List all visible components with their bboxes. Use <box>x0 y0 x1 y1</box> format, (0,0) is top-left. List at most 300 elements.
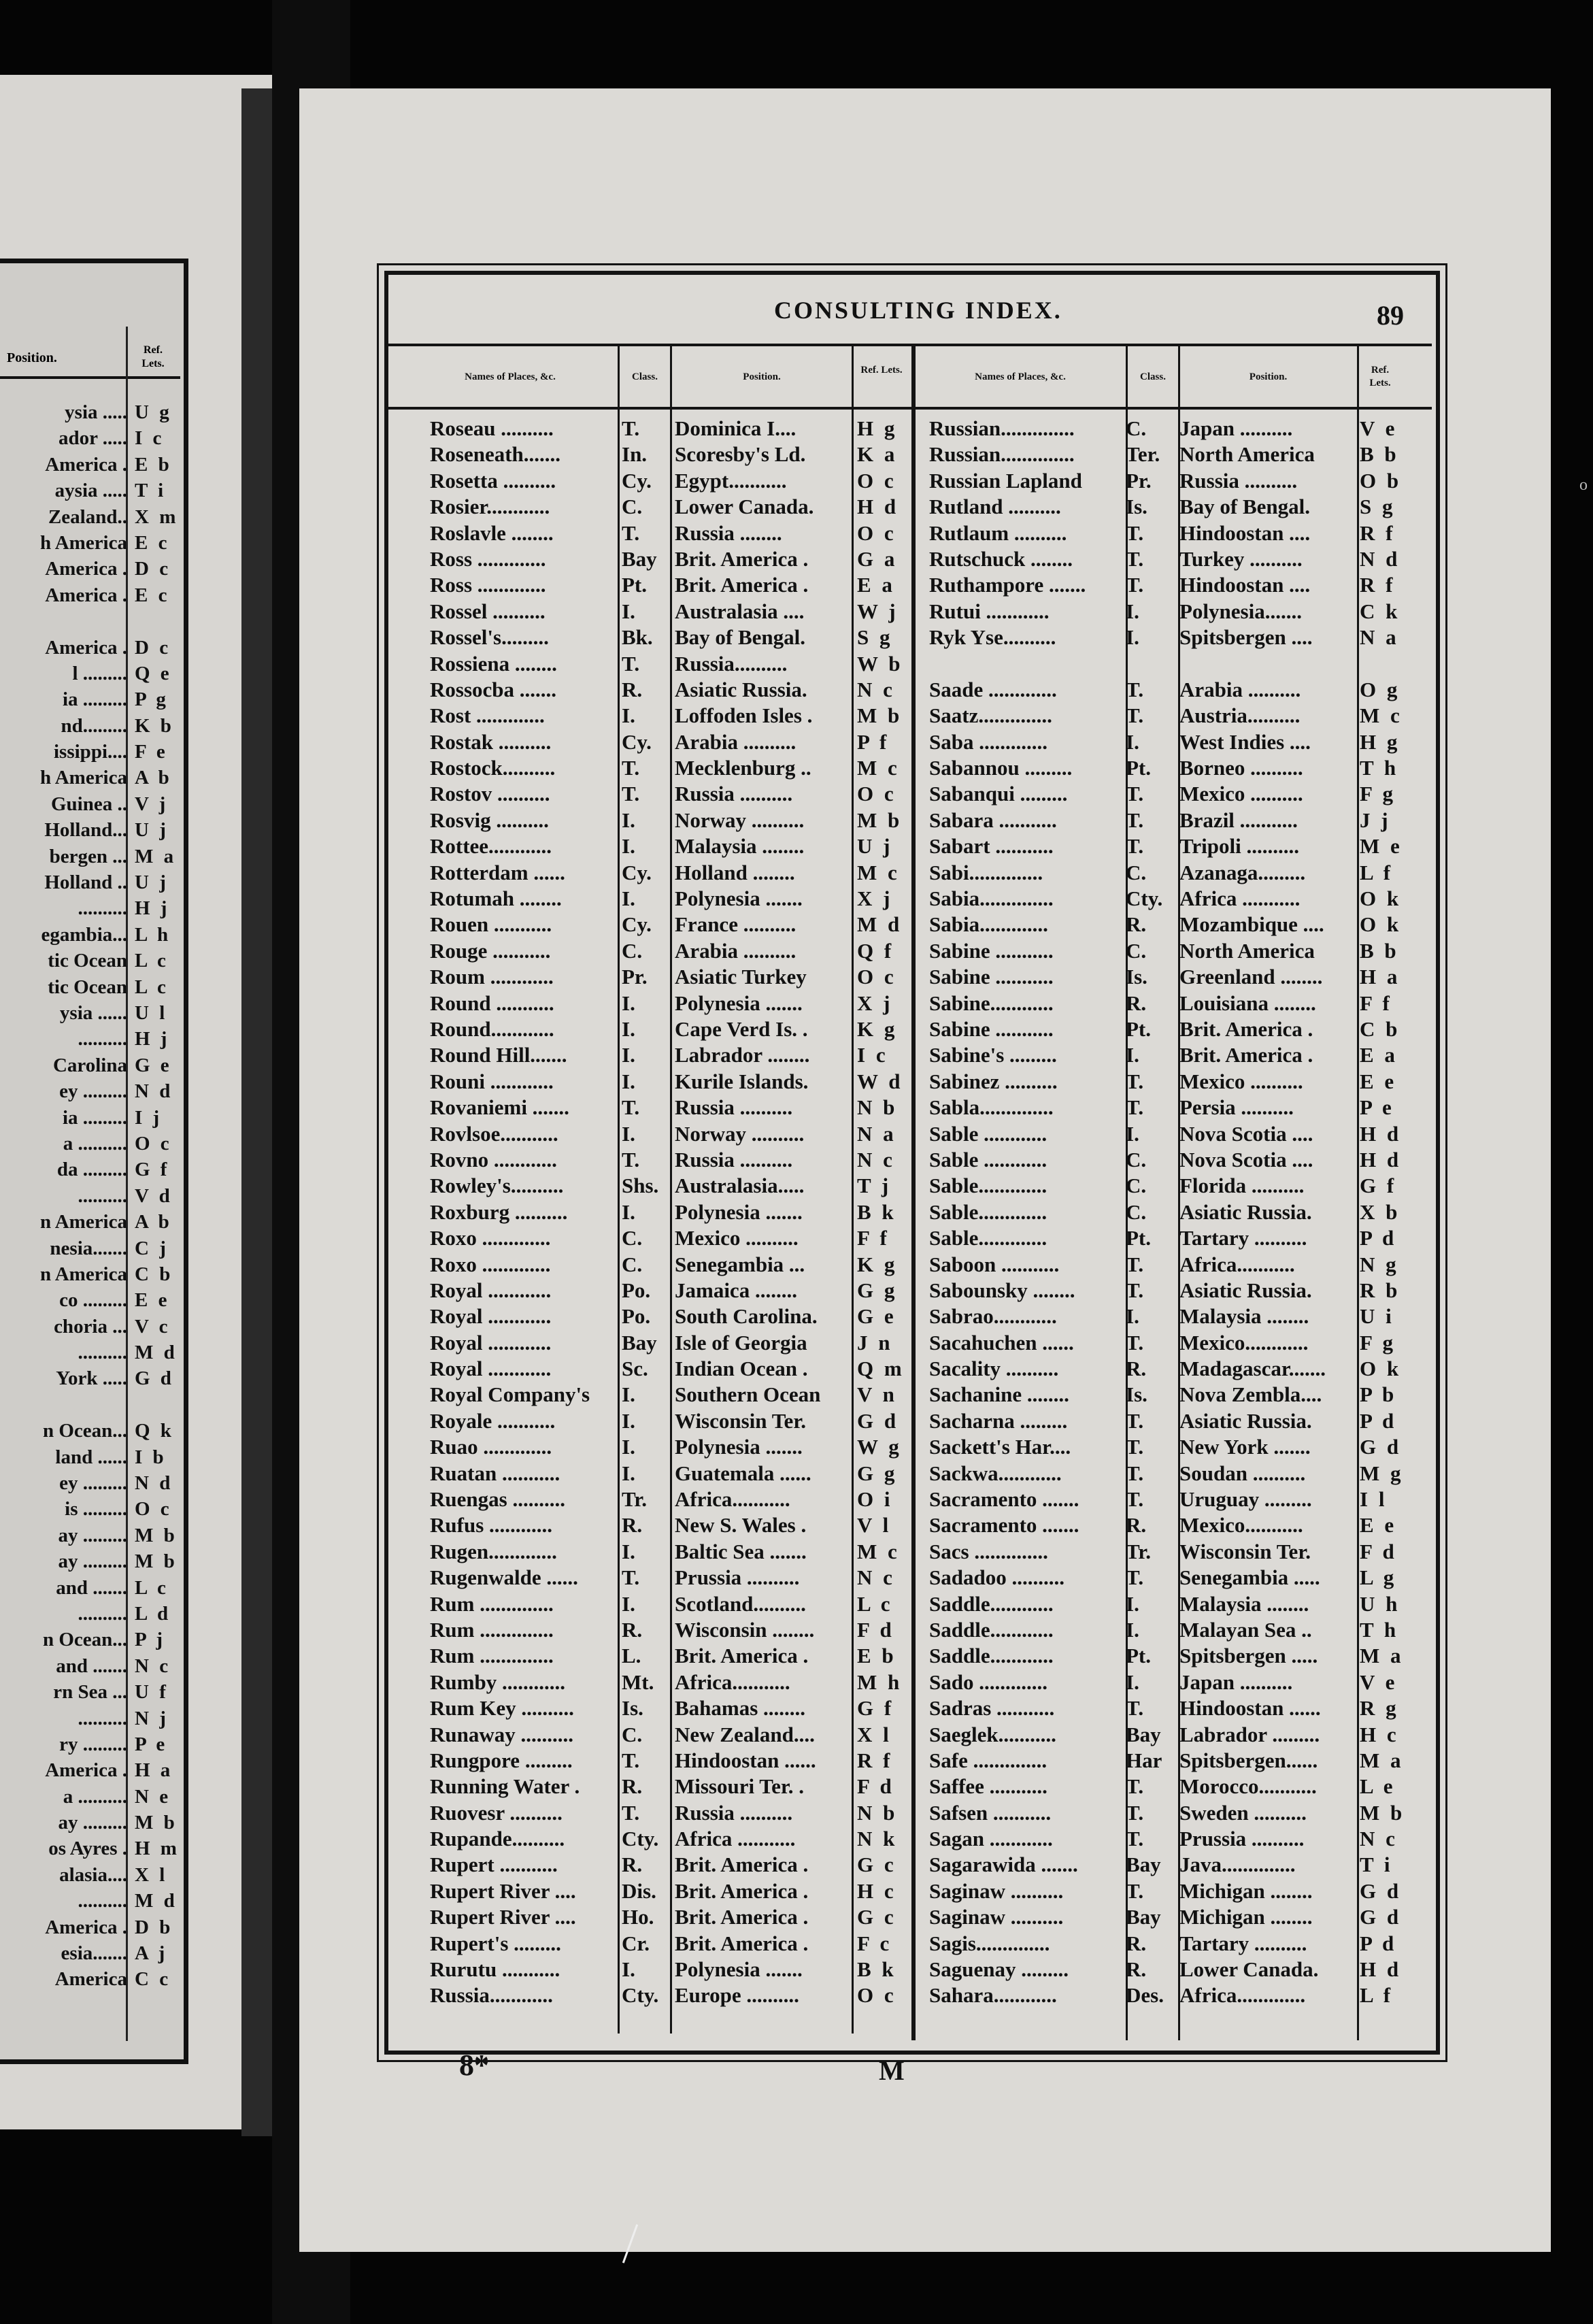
place-position: Polynesia ....... <box>675 1957 803 1982</box>
index-row <box>929 495 1405 520</box>
place-position: Lower Canada. <box>675 495 814 519</box>
reference-letters: O k <box>1360 912 1402 937</box>
reference-letters: O g <box>1360 677 1401 701</box>
index-row <box>430 1461 906 1487</box>
reference-letters: H a <box>1360 965 1401 989</box>
place-name: Russian Lapland <box>929 468 1082 493</box>
place-position: Guatemala ...... <box>675 1461 811 1485</box>
reference-letters: P d <box>1360 1931 1397 1955</box>
index-row <box>929 547 1405 573</box>
index-row <box>929 1252 1405 1278</box>
place-name: Ruengas .......... <box>430 1487 565 1512</box>
place-position: Brit. America . <box>675 1905 809 1929</box>
facing-position: co ......... <box>59 1289 127 1312</box>
reference-letters: N c <box>1360 1827 1398 1851</box>
place-class: I. <box>622 1408 635 1433</box>
place-name: Saatz.............. <box>929 703 1052 728</box>
reference-letters: N c <box>857 1565 895 1590</box>
place-position: Greenland ........ <box>1179 965 1323 989</box>
index-row <box>929 991 1405 1017</box>
place-position: Brit. America . <box>675 1853 809 1877</box>
place-class: I. <box>622 1591 635 1616</box>
place-class: T. <box>622 416 640 440</box>
place-class: Is. <box>1126 495 1147 519</box>
index-row <box>929 1487 1405 1513</box>
facing-ref: G d <box>135 1367 174 1390</box>
facing-row <box>0 663 180 688</box>
facing-position: Carolina <box>52 1054 127 1076</box>
facing-row <box>0 1708 180 1733</box>
place-class: C. <box>1126 1147 1147 1172</box>
place-class: T. <box>1126 1878 1144 1903</box>
facing-position: tic Ocean <box>48 976 127 998</box>
reference-letters: N d <box>1360 546 1401 571</box>
place-name: Rutui ............ <box>929 599 1050 623</box>
facing-position: l ......... <box>72 662 127 684</box>
place-name: Rossocba ....... <box>430 677 557 701</box>
index-row <box>430 1540 906 1565</box>
reference-letters: B k <box>857 1199 896 1224</box>
index-row <box>929 1382 1405 1408</box>
place-name: Ross ............. <box>430 573 546 597</box>
place-position: Spitsbergen ..... <box>1179 1644 1318 1668</box>
reference-letters: C k <box>1360 599 1401 623</box>
place-position: Borneo .......... <box>1179 756 1303 780</box>
facing-row <box>0 1942 180 1968</box>
reference-letters: M e <box>1360 834 1403 859</box>
reference-letters: F g <box>1360 1330 1396 1355</box>
facing-row <box>0 454 180 480</box>
place-name: Rouni ............ <box>430 1069 554 1093</box>
place-class: T. <box>1126 520 1144 545</box>
place-position: Australasia .... <box>675 599 805 623</box>
facing-position: ey ......... <box>59 1080 127 1103</box>
facing-row <box>0 532 180 558</box>
reference-letters: W j <box>857 599 899 623</box>
reference-letters: F d <box>1360 1539 1397 1563</box>
place-class: I. <box>622 599 635 623</box>
place-name: Rouen ........... <box>430 912 552 937</box>
place-class: T. <box>1126 573 1144 597</box>
reference-letters: P d <box>1360 1408 1397 1433</box>
place-class: Shs. <box>622 1174 659 1198</box>
place-class: I. <box>622 991 635 1015</box>
reference-letters: O c <box>857 782 896 806</box>
place-class: I. <box>1126 599 1139 623</box>
reference-letters: J n <box>857 1330 893 1355</box>
index-row <box>929 834 1405 860</box>
index-column-right <box>929 416 1405 2010</box>
facing-position: ay ......... <box>58 1812 127 1834</box>
place-class: Po. <box>622 1278 651 1302</box>
facing-ref: H j <box>135 897 170 920</box>
place-position: Japan .......... <box>1179 416 1293 440</box>
place-position: Jamaica ........ <box>675 1278 797 1302</box>
place-name: Rostock.......... <box>430 756 556 780</box>
facing-row <box>0 506 180 532</box>
place-position: Hindoostan .... <box>1179 520 1311 545</box>
index-row <box>929 1853 1405 1878</box>
place-position: Isle of Georgia <box>675 1330 807 1355</box>
facing-position: America <box>54 1968 127 1991</box>
facing-position: America . <box>45 1916 127 1938</box>
index-row <box>430 861 906 886</box>
index-row <box>929 1540 1405 1565</box>
index-row <box>430 1513 906 1539</box>
place-position: Malaysia ........ <box>675 834 805 859</box>
place-name: Sabine............ <box>929 991 1054 1015</box>
reference-letters: G f <box>1360 1174 1397 1198</box>
reference-letters: S g <box>857 625 893 650</box>
place-name: Sabine ........... <box>929 1016 1054 1041</box>
place-position: Soudan .......... <box>1179 1461 1306 1485</box>
place-class: I. <box>622 1382 635 1407</box>
reference-letters: K g <box>857 1016 898 1041</box>
place-class: Cy. <box>622 468 652 493</box>
place-position: Scotland.......... <box>675 1591 806 1616</box>
facing-position: ia ......... <box>62 688 127 711</box>
facing-row <box>0 1916 180 1942</box>
place-class: R. <box>1126 912 1147 937</box>
place-name: Roxo ............. <box>430 1226 551 1250</box>
reference-letters: O b <box>1360 468 1402 493</box>
place-name: Rost ............. <box>430 703 545 728</box>
place-position: Southern Ocean <box>675 1382 821 1407</box>
place-name: Rouge ........... <box>430 938 551 963</box>
reference-letters: M c <box>857 756 900 780</box>
margin-speck: o <box>1579 476 1588 494</box>
reference-letters: U h <box>1360 1591 1401 1616</box>
facing-position: .......... <box>78 897 127 920</box>
place-position: Brazil ........... <box>1179 808 1298 832</box>
reference-letters: F f <box>857 1226 890 1250</box>
reference-letters: B b <box>1360 938 1399 963</box>
reference-letters: V n <box>857 1382 897 1407</box>
facing-row <box>0 1211 180 1237</box>
index-row <box>430 1435 906 1461</box>
index-row <box>430 1409 906 1435</box>
facing-ref: V d <box>135 1184 173 1207</box>
facing-position: n Ocean... <box>42 1420 127 1442</box>
facing-row <box>0 1759 180 1785</box>
place-position: Arabia .......... <box>1179 677 1301 701</box>
place-position: Mecklenburg .. <box>675 756 811 780</box>
reference-letters: H c <box>857 1878 896 1903</box>
reference-letters: E e <box>1360 1513 1397 1538</box>
facing-row <box>0 1107 180 1133</box>
facing-position: nd......... <box>61 714 127 737</box>
place-position: Hindoostan ...... <box>675 1748 816 1772</box>
reference-letters: L f <box>1360 1983 1394 2008</box>
place-position: France .......... <box>675 912 796 937</box>
facing-ref: K b <box>135 714 174 737</box>
index-row <box>430 991 906 1017</box>
section-gap <box>929 652 1405 678</box>
place-name: Saginaw .......... <box>929 1878 1064 1903</box>
place-name: Rovaniemi ....... <box>430 1095 569 1120</box>
place-position: West Indies .... <box>1179 729 1311 754</box>
reference-letters: O c <box>857 1983 896 2008</box>
place-class: T. <box>1126 546 1144 571</box>
place-name: Sado ............. <box>929 1670 1047 1694</box>
place-position: Missouri Ter. . <box>675 1774 805 1799</box>
index-row <box>430 1983 906 2009</box>
place-name: Round............ <box>430 1016 554 1041</box>
facing-row <box>0 1133 180 1159</box>
facing-row <box>0 558 180 584</box>
place-class: I. <box>1126 1591 1139 1616</box>
reference-letters: F c <box>857 1931 892 1955</box>
place-position: Austria.......... <box>1179 703 1301 728</box>
reference-letters: K a <box>857 442 898 467</box>
reference-letters: M b <box>1360 1800 1405 1825</box>
reference-letters: X j <box>857 886 893 911</box>
header-position-1: Position. <box>743 371 781 382</box>
place-position: Russia .......... <box>675 1147 793 1172</box>
index-row <box>929 678 1405 703</box>
facing-ref: X l <box>135 1863 168 1886</box>
place-position: Arabia .......... <box>675 729 796 754</box>
facing-row <box>0 1420 180 1446</box>
facing-ref: M b <box>135 1550 178 1573</box>
place-name: Rossel's......... <box>430 625 549 650</box>
place-name: Rutland .......... <box>929 495 1061 519</box>
place-position: Brit. America . <box>675 1644 809 1668</box>
reference-letters: L g <box>1360 1565 1397 1590</box>
place-name: Ruthampore ....... <box>929 573 1086 597</box>
facing-row <box>0 846 180 872</box>
place-name: Saddle............ <box>929 1617 1054 1642</box>
place-class: I. <box>622 1435 635 1459</box>
place-class: Cty. <box>622 1827 659 1851</box>
index-row <box>929 1278 1405 1304</box>
facing-ref: L c <box>135 950 169 972</box>
place-position: Michigan ........ <box>1179 1878 1313 1903</box>
reference-letters: K g <box>857 1252 898 1276</box>
reference-letters: U i <box>1360 1304 1394 1329</box>
index-row <box>929 939 1405 965</box>
index-row <box>929 808 1405 834</box>
facing-row <box>0 1055 180 1080</box>
index-row <box>929 625 1405 651</box>
place-class: C. <box>1126 860 1147 884</box>
facing-row <box>0 1002 180 1028</box>
index-row <box>929 1200 1405 1226</box>
facing-ref: N d <box>135 1080 173 1103</box>
facing-position-header: Position. <box>7 350 57 365</box>
facing-position: America . <box>45 558 127 580</box>
header-ref-2: Ref. Lets. <box>1369 365 1391 388</box>
place-name: Sabi.............. <box>929 860 1043 884</box>
facing-ref-header: Ref. Lets. <box>141 344 165 369</box>
place-position: Mexico .......... <box>1179 782 1303 806</box>
index-row <box>929 469 1405 495</box>
reference-letters: M c <box>857 860 900 884</box>
facing-position: Guinea .. <box>51 793 127 815</box>
facing-row <box>0 1263 180 1289</box>
reference-letters: B b <box>1360 442 1399 467</box>
facing-position: Holland... <box>44 819 127 842</box>
index-row <box>929 1461 1405 1487</box>
facing-row <box>0 1342 180 1367</box>
index-row <box>929 1148 1405 1174</box>
place-position: Russia ........ <box>675 520 782 545</box>
facing-position: Holland .. <box>44 872 127 894</box>
facing-row <box>0 1838 180 1863</box>
facing-row <box>0 819 180 845</box>
place-class: T. <box>622 756 640 780</box>
index-row <box>430 442 906 468</box>
facing-ref: I j <box>135 1106 163 1129</box>
place-name: Rupert River .... <box>430 1878 576 1903</box>
place-class: I. <box>622 1043 635 1067</box>
place-class: Pt. <box>1126 1226 1152 1250</box>
place-name: Sacramento ....... <box>929 1513 1079 1538</box>
facing-ref: N c <box>135 1655 171 1677</box>
place-position: Florida .......... <box>1179 1174 1305 1198</box>
index-row <box>929 782 1405 808</box>
facing-ref: N d <box>135 1472 173 1495</box>
place-class: R. <box>1126 1957 1147 1982</box>
index-row <box>430 625 906 651</box>
index-row <box>929 912 1405 938</box>
place-position: Asiatic Russia. <box>1179 1408 1312 1433</box>
reference-letters: N b <box>857 1095 898 1120</box>
facing-row <box>0 1446 180 1472</box>
reference-letters: S g <box>1360 495 1396 519</box>
place-class: Po. <box>622 1304 651 1329</box>
place-class: I. <box>1126 1304 1139 1329</box>
index-row <box>929 1409 1405 1435</box>
place-name: Rowley's.......... <box>430 1174 564 1198</box>
place-class: I. <box>622 1461 635 1485</box>
facing-row <box>0 480 180 505</box>
place-class: C. <box>1126 416 1147 440</box>
index-row <box>430 834 906 860</box>
reference-letters: R f <box>1360 520 1396 545</box>
facing-row <box>0 1890 180 1916</box>
facing-row <box>0 1289 180 1315</box>
index-row <box>430 1931 906 1957</box>
place-class: T. <box>1126 1278 1144 1302</box>
reference-letters: O c <box>857 468 896 493</box>
facing-ref: H j <box>135 1028 170 1050</box>
index-row <box>430 782 906 808</box>
index-row <box>430 599 906 625</box>
facing-position: America . <box>45 1759 127 1782</box>
place-name: Rungpore ......... <box>430 1748 573 1772</box>
index-row <box>929 1357 1405 1382</box>
index-row <box>929 1618 1405 1644</box>
reference-letters: M a <box>1360 1748 1404 1772</box>
facing-ref: V c <box>135 1315 171 1338</box>
facing-row <box>0 1681 180 1707</box>
place-class: I. <box>1126 1121 1139 1146</box>
facing-row <box>0 1786 180 1812</box>
index-row <box>430 573 906 599</box>
place-class: I. <box>1126 625 1139 650</box>
facing-position: America . <box>45 636 127 659</box>
place-name: Rotumah ........ <box>430 886 562 911</box>
reference-letters: M c <box>1360 703 1403 728</box>
header-name-2: Names of Places, &c. <box>975 371 1066 382</box>
place-name: Rupert's ......... <box>430 1931 561 1955</box>
place-name: Sable ............ <box>929 1121 1047 1146</box>
facing-position: .......... <box>78 1890 127 1912</box>
place-class: I. <box>622 1539 635 1563</box>
reference-letters: O c <box>857 965 896 989</box>
index-row <box>929 1095 1405 1121</box>
place-name: Saeglek........... <box>929 1722 1056 1746</box>
place-class: In. <box>622 442 648 467</box>
facing-ref: U j <box>135 819 169 842</box>
place-name: Roxburg .......... <box>430 1199 568 1224</box>
place-position: Africa........... <box>675 1487 790 1512</box>
reference-letters: J j <box>1360 808 1391 832</box>
place-class: T. <box>1126 1774 1144 1799</box>
facing-ref: E c <box>135 531 170 554</box>
signature-letter: M <box>879 2055 905 2086</box>
facing-ref: H a <box>135 1759 173 1782</box>
place-name: Rossel .......... <box>430 599 546 623</box>
place-class: T. <box>1126 1408 1144 1433</box>
place-class: Bay <box>622 1330 657 1355</box>
place-class: C. <box>622 938 643 963</box>
place-class: I. <box>1126 1670 1139 1694</box>
place-class: T. <box>1126 1487 1144 1512</box>
place-position: Tartary .......... <box>1179 1226 1307 1250</box>
place-position: Russia .......... <box>675 782 793 806</box>
place-name: Rugenwalde ...... <box>430 1565 578 1590</box>
place-position: Madagascar....... <box>1179 1357 1326 1381</box>
facing-ref: N j <box>135 1707 169 1729</box>
index-row <box>430 1148 906 1174</box>
place-position: Mexico............ <box>1179 1330 1309 1355</box>
place-position: Prussia .......... <box>675 1565 800 1590</box>
index-row <box>430 1801 906 1827</box>
index-row <box>929 886 1405 912</box>
index-row <box>430 1670 906 1696</box>
place-class: R. <box>1126 1931 1147 1955</box>
place-name: Royal ............ <box>430 1357 552 1381</box>
facing-row <box>0 584 180 610</box>
place-name: Sadras ........... <box>929 1696 1055 1721</box>
reference-letters: M b <box>857 703 903 728</box>
index-row <box>430 1357 906 1382</box>
facing-row <box>0 1472 180 1498</box>
facing-position: Zealand.. <box>48 505 127 528</box>
facing-row <box>0 1159 180 1184</box>
facing-ref: M b <box>135 1812 178 1834</box>
reference-letters: T h <box>1360 756 1399 780</box>
facing-ref: L d <box>135 1602 171 1625</box>
facing-ref: Q e <box>135 662 172 684</box>
place-name: Rugen............. <box>430 1539 557 1563</box>
index-row <box>929 703 1405 729</box>
place-position: Europe .......... <box>675 1983 799 2008</box>
reference-letters: G a <box>857 546 898 571</box>
place-position: North America <box>1179 938 1315 963</box>
header-rule <box>388 407 1432 410</box>
facing-ref: G f <box>135 1159 170 1181</box>
place-name: Ross ............. <box>430 546 546 571</box>
place-position: Mexico .......... <box>1179 1069 1303 1093</box>
place-position: Asiatic Russia. <box>1179 1199 1312 1224</box>
place-class: I. <box>622 808 635 832</box>
place-position: Java.............. <box>1179 1853 1296 1877</box>
facing-position: nesia....... <box>50 1237 127 1259</box>
index-row <box>430 1696 906 1722</box>
